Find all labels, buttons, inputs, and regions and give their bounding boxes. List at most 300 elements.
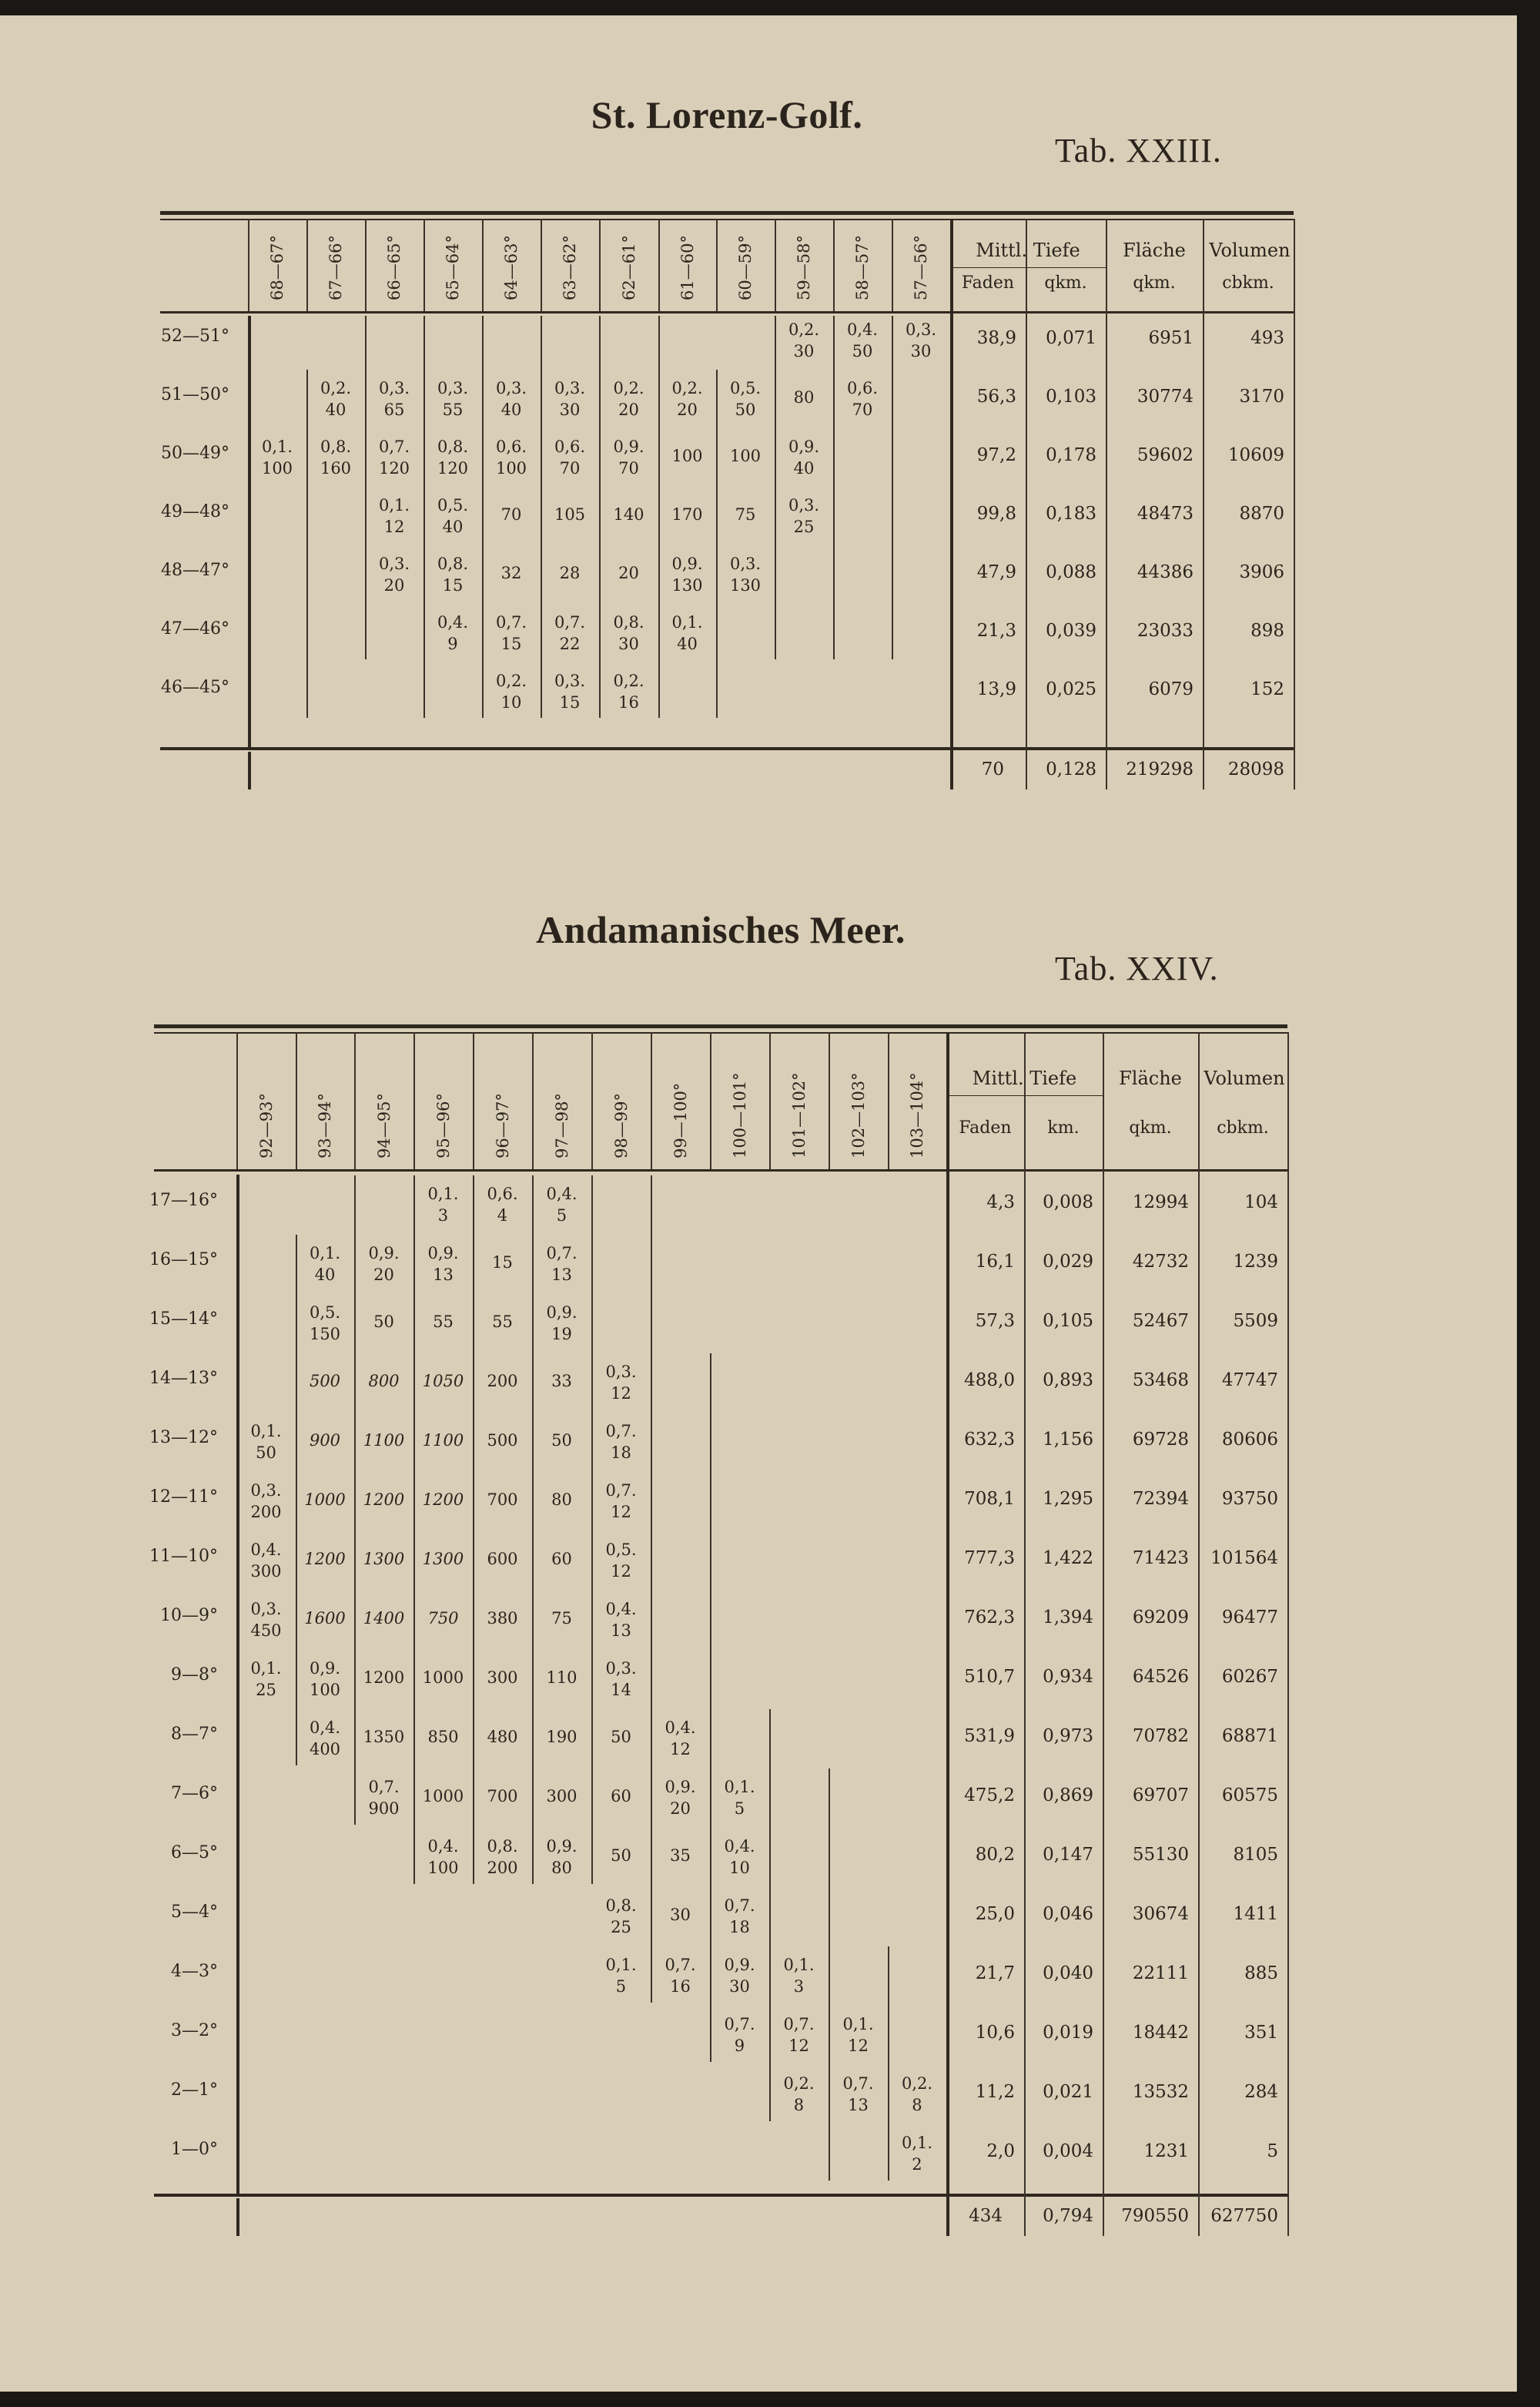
column-header: 61—60° [678,235,697,300]
row-km: 0,046 [1043,1904,1093,1924]
row-faden: 56,3 [976,387,1016,407]
body-column-divider [424,316,425,718]
row-volumen: 5509 [1233,1311,1278,1331]
depth-cell: 0,2. 40 [320,379,352,419]
depth-cell: 900 [309,1431,341,1450]
column-header: 60—59° [736,235,755,300]
depth-cell: 0,1. 25 [250,1659,282,1699]
depth-cell: 700 [487,1490,518,1509]
body-column-divider [473,1175,474,1884]
depth-cell: 750 [427,1609,459,1628]
header-flaeche: Fläche [1123,240,1186,262]
header-volumen: Volumen [1209,240,1291,262]
header-column-divider [473,1032,474,1169]
depth-cell: 0,8. 200 [487,1837,518,1877]
row-flaeche: 18442 [1132,2023,1189,2043]
row-km: 0,934 [1043,1667,1093,1687]
row-km: 0,025 [1046,679,1096,699]
column-header: 97—98° [552,1093,571,1158]
table-number: Tab. XXIV. [1055,950,1219,987]
depth-cell: 0,7. 900 [368,1778,400,1818]
column-header: 65—64° [444,235,462,300]
total-faden: 434 [969,2206,1003,2226]
body-bottom-rule [160,747,1294,750]
row-faden: 21,7 [975,1963,1015,1983]
top-rule-thick [154,1024,1287,1028]
body-column-divider [651,1175,652,2003]
depth-cell: 0,3. 200 [250,1481,282,1521]
header-km: km. [1047,1118,1080,1138]
depth-cell: 0,1. 5 [724,1778,755,1818]
summary-column-divider [946,1032,949,2236]
depth-cell: 1350 [363,1728,405,1746]
column-header: 93—94° [316,1093,334,1158]
column-header: 101—102° [789,1072,808,1158]
body-column-divider [599,316,601,718]
row-volumen: 101564 [1210,1548,1278,1568]
depth-cell: 0,3. 12 [605,1363,637,1403]
column-header: 63—62° [561,235,579,300]
row-flaeche: 72394 [1132,1489,1189,1509]
row-label: 13—12° [149,1428,218,1447]
row-faden: 21,3 [976,621,1016,641]
depth-cell: 200 [487,1372,518,1390]
row-flaeche: 48473 [1137,504,1194,524]
row-faden: 510,7 [964,1667,1015,1687]
row-flaeche: 71423 [1132,1548,1189,1568]
depth-cell: 50 [611,1728,631,1746]
depth-cell: 0,8. 15 [437,555,469,595]
row-flaeche: 53468 [1132,1370,1189,1390]
column-header: 59—58° [795,235,813,300]
depth-cell: 0,3. 20 [378,555,410,595]
summary-column-divider [1287,1032,1289,2236]
depth-cell: 0,3. 55 [437,379,469,419]
row-faden: 708,1 [964,1489,1015,1509]
row-volumen: 47747 [1221,1370,1278,1390]
row-faden: 38,9 [976,328,1016,348]
depth-cell: 0,3. 30 [905,320,937,360]
depth-cell: 75 [551,1609,572,1628]
row-label: 16—15° [149,1250,218,1269]
depth-cell: 0,5. 40 [437,496,469,536]
depth-cell: 0,6. 70 [554,437,586,478]
column-header: 68—67° [268,235,286,300]
table-number: Tab. XXIII. [1055,132,1222,169]
header-column-divider [532,1032,534,1169]
depth-cell: 0,4. 300 [250,1540,282,1581]
row-flaeche: 64526 [1132,1667,1189,1687]
row-label: 46—45° [161,678,229,697]
depth-cell: 500 [309,1372,341,1390]
depth-cell: 100 [729,447,762,465]
depth-cell: 0,9. 70 [613,437,644,478]
depth-cell: 800 [368,1372,400,1390]
row-label: 10—9° [160,1606,218,1625]
depth-cell: 0,6. 70 [846,379,879,419]
depth-cell: 0,4. 9 [437,613,469,653]
table-title: St. Lorenz-Golf. [591,93,863,136]
row-label: 4—3° [171,1962,218,1981]
depth-cell: 0,1. 3 [427,1185,459,1225]
row-volumen: 152 [1250,679,1284,699]
row-km: 0,105 [1043,1311,1093,1331]
header-column-divider [591,1032,593,1169]
scanned-page [0,15,1517,2392]
depth-cell: 0,1. 40 [671,613,703,653]
body-column-divider [658,316,660,718]
row-flaeche: 1231 [1143,2141,1189,2161]
row-label: 7—6° [171,1784,218,1803]
row-volumen: 351 [1244,2023,1278,2043]
depth-cell: 1200 [363,1490,405,1509]
depth-cell: 1200 [304,1550,346,1568]
header-column-divider [892,219,893,311]
body-column-divider [591,1175,593,1884]
body-column-divider [532,1175,534,1884]
row-label: 6—5° [171,1843,218,1862]
row-faden: 632,3 [964,1430,1015,1450]
row-volumen: 3906 [1239,562,1284,582]
depth-cell: 0,4. 100 [427,1837,459,1877]
row-volumen: 898 [1250,621,1284,641]
header-volumen-unit: cbkm. [1222,273,1274,293]
column-header: 67—66° [326,235,345,300]
row-km: 1,156 [1043,1430,1093,1450]
header-column-divider [248,219,249,311]
row-faden: 13,9 [976,679,1016,699]
row-flaeche: 69707 [1132,1785,1189,1805]
header-column-divider [424,219,425,311]
row-flaeche: 59602 [1137,445,1194,465]
header-column-divider [482,219,484,311]
row-km: 1,422 [1043,1548,1093,1568]
depth-cell: 600 [487,1550,518,1568]
depth-cell: 0,3. 130 [729,555,762,595]
row-label: 2—1° [171,2080,218,2100]
depth-cell: 0,5. 150 [309,1303,341,1343]
row-volumen: 1411 [1233,1904,1278,1924]
depth-cell: 55 [492,1312,513,1331]
body-bottom-rule [154,2194,1287,2197]
row-km: 0,869 [1043,1785,1093,1805]
body-column-divider [888,1946,889,2181]
row-volumen: 885 [1244,1963,1278,1983]
depth-cell: 0,8. 25 [605,1896,637,1936]
body-column-divider [716,370,718,718]
row-volumen: 10609 [1227,445,1284,465]
depth-cell: 0,7. 18 [605,1422,637,1462]
depth-cell: 0,9. 20 [665,1778,696,1818]
row-flaeche: 69209 [1132,1607,1189,1628]
row-flaeche: 23033 [1137,621,1194,641]
depth-cell: 20 [618,564,639,582]
depth-cell: 0,7. 13 [546,1244,578,1284]
column-header: 94—95° [374,1093,393,1158]
depth-cell: 105 [554,505,586,524]
row-km: 0,040 [1043,1963,1093,1983]
column-header: 92—93° [256,1093,276,1158]
depth-cell: 15 [492,1253,513,1272]
body-column-divider [413,1175,415,1884]
total-flaeche: 790550 [1121,2206,1189,2226]
top-rule-thin [160,219,1294,220]
depth-cell: 0,1. 2 [901,2134,933,2174]
header-column-divider [775,219,776,311]
body-column-divider [829,1768,830,2181]
row-flaeche: 42732 [1132,1252,1189,1272]
depth-cell: 0,2. 20 [613,379,644,419]
row-label: 5—4° [171,1902,218,1922]
depth-cell: 0,2. 30 [788,320,820,360]
depth-cell: 0,9. 20 [368,1244,400,1284]
header-volumen: Volumen [1204,1068,1285,1090]
row-faden: 531,9 [964,1726,1015,1746]
depth-cell: 110 [546,1668,578,1687]
row-label: 48—47° [161,561,229,580]
row-km: 0,019 [1043,2023,1093,2043]
row-volumen: 60575 [1221,1785,1278,1805]
row-label: 11—10° [149,1547,218,1566]
body-column-divider [775,316,776,659]
summary-column-divider [1024,1032,1026,2236]
depth-cell: 0,6. 100 [495,437,527,478]
total-volumen: 627750 [1210,2206,1278,2226]
row-flaeche: 70782 [1132,1726,1189,1746]
row-faden: 97,2 [976,445,1016,465]
depth-cell: 0,8. 30 [613,613,644,653]
depth-cell: 1400 [363,1609,405,1628]
header-flaeche-unit: qkm. [1129,1118,1172,1138]
row-km: 0,183 [1046,504,1096,524]
depth-cell: 0,3. 15 [554,672,586,712]
header-column-divider [710,1032,711,1169]
depth-cell: 0,2. 8 [901,2074,933,2114]
body-column-divider [541,316,542,718]
depth-cell: 30 [670,1906,691,1924]
row-faden: 47,9 [976,562,1016,582]
depth-cell: 1100 [363,1431,405,1450]
row-label: 52—51° [161,327,229,346]
header-column-divider [236,1032,238,1169]
depth-cell: 0,6. 4 [487,1185,518,1225]
body-column-divider [892,316,893,659]
header-mittl-tiefe: Mittl. Tiefe [972,1068,1077,1090]
row-volumen: 104 [1244,1192,1278,1212]
depth-cell: 1000 [422,1787,464,1805]
row-label: 1—0° [171,2140,218,2159]
depth-cell: 70 [500,505,522,524]
header-km: qkm. [1044,273,1087,293]
row-flaeche: 52467 [1132,1311,1189,1331]
depth-cell: 0,7. 9 [724,2015,755,2055]
row-label: 49—48° [161,502,229,521]
label-column-divider [236,1175,239,2194]
row-flaeche: 6951 [1148,328,1194,348]
depth-cell: 0,2. 8 [783,2074,815,2114]
depth-cell: 75 [735,505,756,524]
depth-cell: 0,1. 40 [309,1244,341,1284]
depth-cell: 1000 [422,1668,464,1687]
depth-cell: 170 [671,505,703,524]
row-volumen: 493 [1250,328,1284,348]
depth-cell: 300 [546,1787,578,1805]
header-faden: Faden [959,1118,1012,1138]
depth-cell: 0,4. 12 [665,1718,696,1758]
row-volumen: 96477 [1221,1607,1278,1628]
depth-cell: 60 [551,1550,572,1568]
depth-cell: 0,5. 12 [605,1540,637,1581]
row-label: 14—13° [149,1369,218,1388]
depth-cell: 1600 [304,1609,346,1628]
column-header: 96—97° [493,1093,512,1158]
row-faden: 57,3 [975,1311,1015,1331]
depth-cell: 380 [487,1609,518,1628]
depth-cell: 0,9. 130 [671,555,703,595]
depth-cell: 0,7. 22 [554,613,586,653]
depth-cell: 0,2. 16 [613,672,644,712]
depth-cell: 100 [671,447,703,465]
depth-cell: 0,4. 50 [846,320,879,360]
row-flaeche: 44386 [1137,562,1194,582]
header-column-divider [306,219,308,311]
depth-cell: 700 [487,1787,518,1805]
depth-cell: 500 [487,1431,518,1450]
depth-cell: 80 [551,1490,572,1509]
row-volumen: 5 [1267,2141,1278,2161]
depth-cell: 0,3. 40 [495,379,527,419]
depth-cell: 480 [487,1728,518,1746]
depth-cell: 0,7. 13 [842,2074,874,2114]
column-header: 102—103° [849,1072,868,1158]
totals-left-tick [248,752,251,789]
header-mittl-tiefe: Mittl. Tiefe [976,240,1080,262]
row-label: 50—49° [161,444,229,463]
depth-cell: 190 [546,1728,578,1746]
column-header: 66—65° [385,235,403,300]
header-flaeche: Fläche [1119,1068,1182,1090]
body-column-divider [833,316,835,659]
header-column-divider [354,1032,356,1169]
row-km: 0,039 [1046,621,1096,641]
body-column-divider [365,316,367,659]
summary-column-divider [1294,219,1295,789]
depth-cell: 50 [551,1431,572,1450]
summary-column-divider [1198,1032,1200,2236]
header-rule [154,1169,1287,1172]
header-column-divider [365,219,367,311]
row-volumen: 93750 [1221,1489,1278,1509]
depth-cell: 50 [373,1312,394,1331]
label-column-divider [248,316,251,747]
depth-cell: 0,2. 20 [671,379,703,419]
column-header: 62—61° [619,235,638,300]
body-column-divider [710,1353,711,2062]
depth-cell: 0,7. 15 [495,613,527,653]
depth-cell: 0,7. 16 [665,1956,696,1996]
row-faden: 488,0 [964,1370,1015,1390]
depth-cell: 0,7. 18 [724,1896,755,1936]
depth-cell: 1000 [304,1490,346,1509]
depth-cell: 80 [793,388,815,407]
row-volumen: 80606 [1221,1430,1278,1450]
depth-cell: 850 [427,1728,459,1746]
row-km: 0,029 [1043,1252,1093,1272]
body-column-divider [306,370,308,718]
row-volumen: 8105 [1233,1845,1278,1865]
row-faden: 80,2 [975,1845,1015,1865]
row-volumen: 3170 [1239,387,1284,407]
header-subrule [950,267,1106,268]
row-flaeche: 13532 [1132,2082,1189,2102]
row-faden: 777,3 [964,1548,1015,1568]
depth-cell: 0,9. 13 [427,1244,459,1284]
depth-cell: 300 [487,1668,518,1687]
body-column-divider [769,1709,771,2121]
header-column-divider [716,219,718,311]
depth-cell: 0,9. 30 [724,1956,755,1996]
header-column-divider [833,219,835,311]
column-header: 57—56° [912,235,930,300]
row-label: 51—50° [161,385,229,404]
total-faden: 70 [981,759,1004,779]
depth-cell: 140 [613,505,644,524]
row-km: 0,008 [1043,1192,1093,1212]
depth-cell: 0,2. 10 [495,672,527,712]
column-header: 58—57° [853,235,872,300]
depth-cell: 0,3. 25 [788,496,820,536]
row-km: 0,103 [1046,387,1096,407]
row-km: 0,021 [1043,2082,1093,2102]
row-faden: 25,0 [975,1904,1015,1924]
depth-cell: 28 [559,564,581,582]
row-flaeche: 30774 [1137,387,1194,407]
row-volumen: 68871 [1221,1726,1278,1746]
depth-cell: 32 [500,564,522,582]
depth-cell: 0,9. 100 [309,1659,341,1699]
totals-left-tick [236,2198,239,2236]
row-km: 0,004 [1043,2141,1093,2161]
column-header: 95—96° [434,1093,453,1158]
row-label: 8—7° [171,1725,218,1744]
depth-cell: 0,1. 3 [783,1956,815,1996]
depth-cell: 0,8. 120 [437,437,469,478]
row-faden: 475,2 [964,1785,1015,1805]
header-column-divider [413,1032,415,1169]
column-header: 98—99° [611,1093,631,1158]
row-flaeche: 55130 [1132,1845,1189,1865]
depth-cell: 55 [433,1312,454,1331]
row-km: 0,893 [1043,1370,1093,1390]
depth-cell: 1200 [363,1668,405,1687]
table-title: Andamanisches Meer. [536,908,906,951]
depth-cell: 0,5. 50 [729,379,762,419]
row-km: 0,147 [1043,1845,1093,1865]
depth-cell: 0,8. 160 [320,437,352,478]
row-faden: 2,0 [986,2141,1015,2161]
row-volumen: 60267 [1221,1667,1278,1687]
row-km: 1,295 [1043,1489,1093,1509]
body-column-divider [296,1235,297,1765]
row-faden: 10,6 [975,2023,1015,2043]
row-faden: 762,3 [964,1607,1015,1628]
header-column-divider [829,1032,830,1169]
column-header: 103—104° [908,1072,926,1158]
row-flaeche: 22111 [1132,1963,1189,1983]
depth-cell: 0,3. 450 [250,1600,282,1640]
depth-cell: 1300 [422,1550,464,1568]
depth-cell: 0,4. 10 [724,1837,755,1877]
